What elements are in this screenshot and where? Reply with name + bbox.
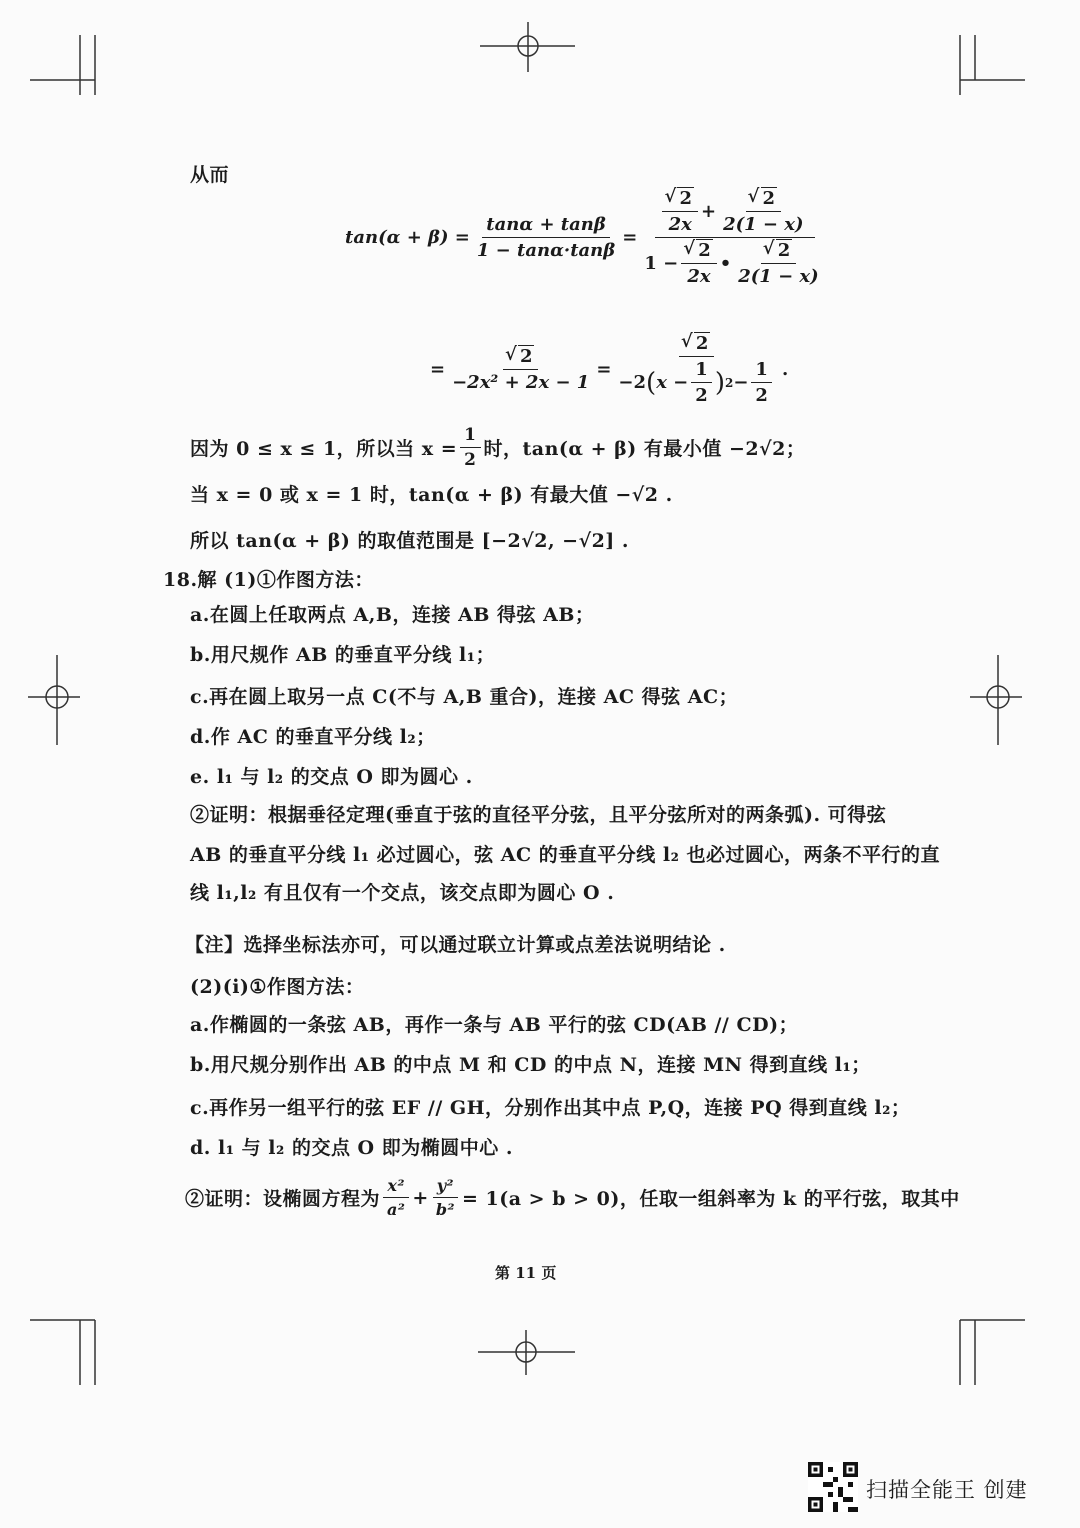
q2-step-c: c.再作另一组平行的弦 EF // GH，分别作出其中点 P,Q，连接 PQ 得到直线 l₂； [190,1097,911,1119]
substituted-fraction: √ $\frac{2}{2x}$ + √ $\frac{2}{2(1 - x)}$ 1 − √ $\frac{2}{2x}$ • √ $\frac{2}{2(1 - x)}$ [640,188,829,287]
q18-step-a: a.在圆上任取两点 A,B，连接 AB 得弦 AB； [190,604,595,626]
equals-sign: = [622,227,638,248]
q18-step-b: b.用尺规作 AB 的垂直平分线 l₁； [190,644,496,666]
proof1-line1: ②证明：根据垂径定理(垂直于弦的直径平分弦，且平分弦所对的两条弧). 可得弦 [190,804,887,826]
line-when: 当 x = 0 或 x = 1 时，tan(α + β) 有最大值 −√2 . [190,484,673,506]
tan-formula-den: 1 − tanα·tanβ [476,240,616,261]
q18-step-d: d.作 AC 的垂直平分线 l₂； [190,726,436,748]
line-range: 所以 tan(α + β) 的取值范围是 [−2√2, −√2] . [190,530,630,552]
q2-step-d: d. l₁ 与 l₂ 的交点 O 即为椭圆中心 . [190,1137,513,1159]
q2-step-a: a.作椭圆的一条弦 AB，再作一条与 AB 平行的弦 CD(AB // CD)； [190,1014,799,1036]
equation-simplified: = √ $\frac{2}{\text{−2x² + 2x − 1}}$ = √ 2 −2 ( x − $\frac{1}{2}$ ) 2 − $\frac{1}{2}$ . [430,333,788,406]
equation-tan-sum [345,188,833,287]
q18-step-e: e. l₁ 与 l₂ 的交点 O 即为圆心 . [190,766,473,788]
tan-formula-num: tanα + tanβ [482,214,610,238]
q18-step-c: c.再在圆上取另一点 C(不与 A,B 重合)，连接 AC 得弦 AC； [190,686,739,708]
q18-heading: 18.解 (1)①作图方法： [163,569,374,591]
proof1-line2: AB 的垂直平分线 l₁ 必过圆心，弦 AC 的垂直平分线 l₂ 也必过圆心，两条不平行的直 [190,844,941,866]
proof1-line3: 线 l₁,l₂ 有且仅有一个交点，该交点即为圆心 O . [190,882,615,904]
q2-heading: (2)(i)①作图方法： [190,976,365,998]
note-line: 【注】选择坐标法亦可，可以通过联立计算或点差法说明结论 . [185,934,726,956]
tan-lhs: tan(α + β) = [345,227,470,248]
intro-text: 从而 [190,164,230,186]
qr-code-icon [808,1462,858,1512]
page-number: 第 11 页 [495,1264,557,1282]
tan-formula-fraction [473,214,619,261]
line-because: 因为 0 ≤ x ≤ 1，所以当 x = $\frac{1}{2}$ 时，tan(α + β) 有最小值 −2√2； [190,425,806,470]
proof2-line: ②证明：设椭圆方程为 $\frac{\text{x²}}{\text{a²}}$ + $\frac{\text{y²}}{\text{b²}}$ = 1(a > b > 0)，任取一组斜率为 k 的平行弦，取其中 [185,1176,960,1219]
q2-step-b: b.用尺规分别作出 AB 的中点 M 和 CD 的中点 N，连接 MN 得到直线 l₁； [190,1054,871,1076]
scanner-brand-label: 扫描全能王 创建 [866,1478,1028,1502]
